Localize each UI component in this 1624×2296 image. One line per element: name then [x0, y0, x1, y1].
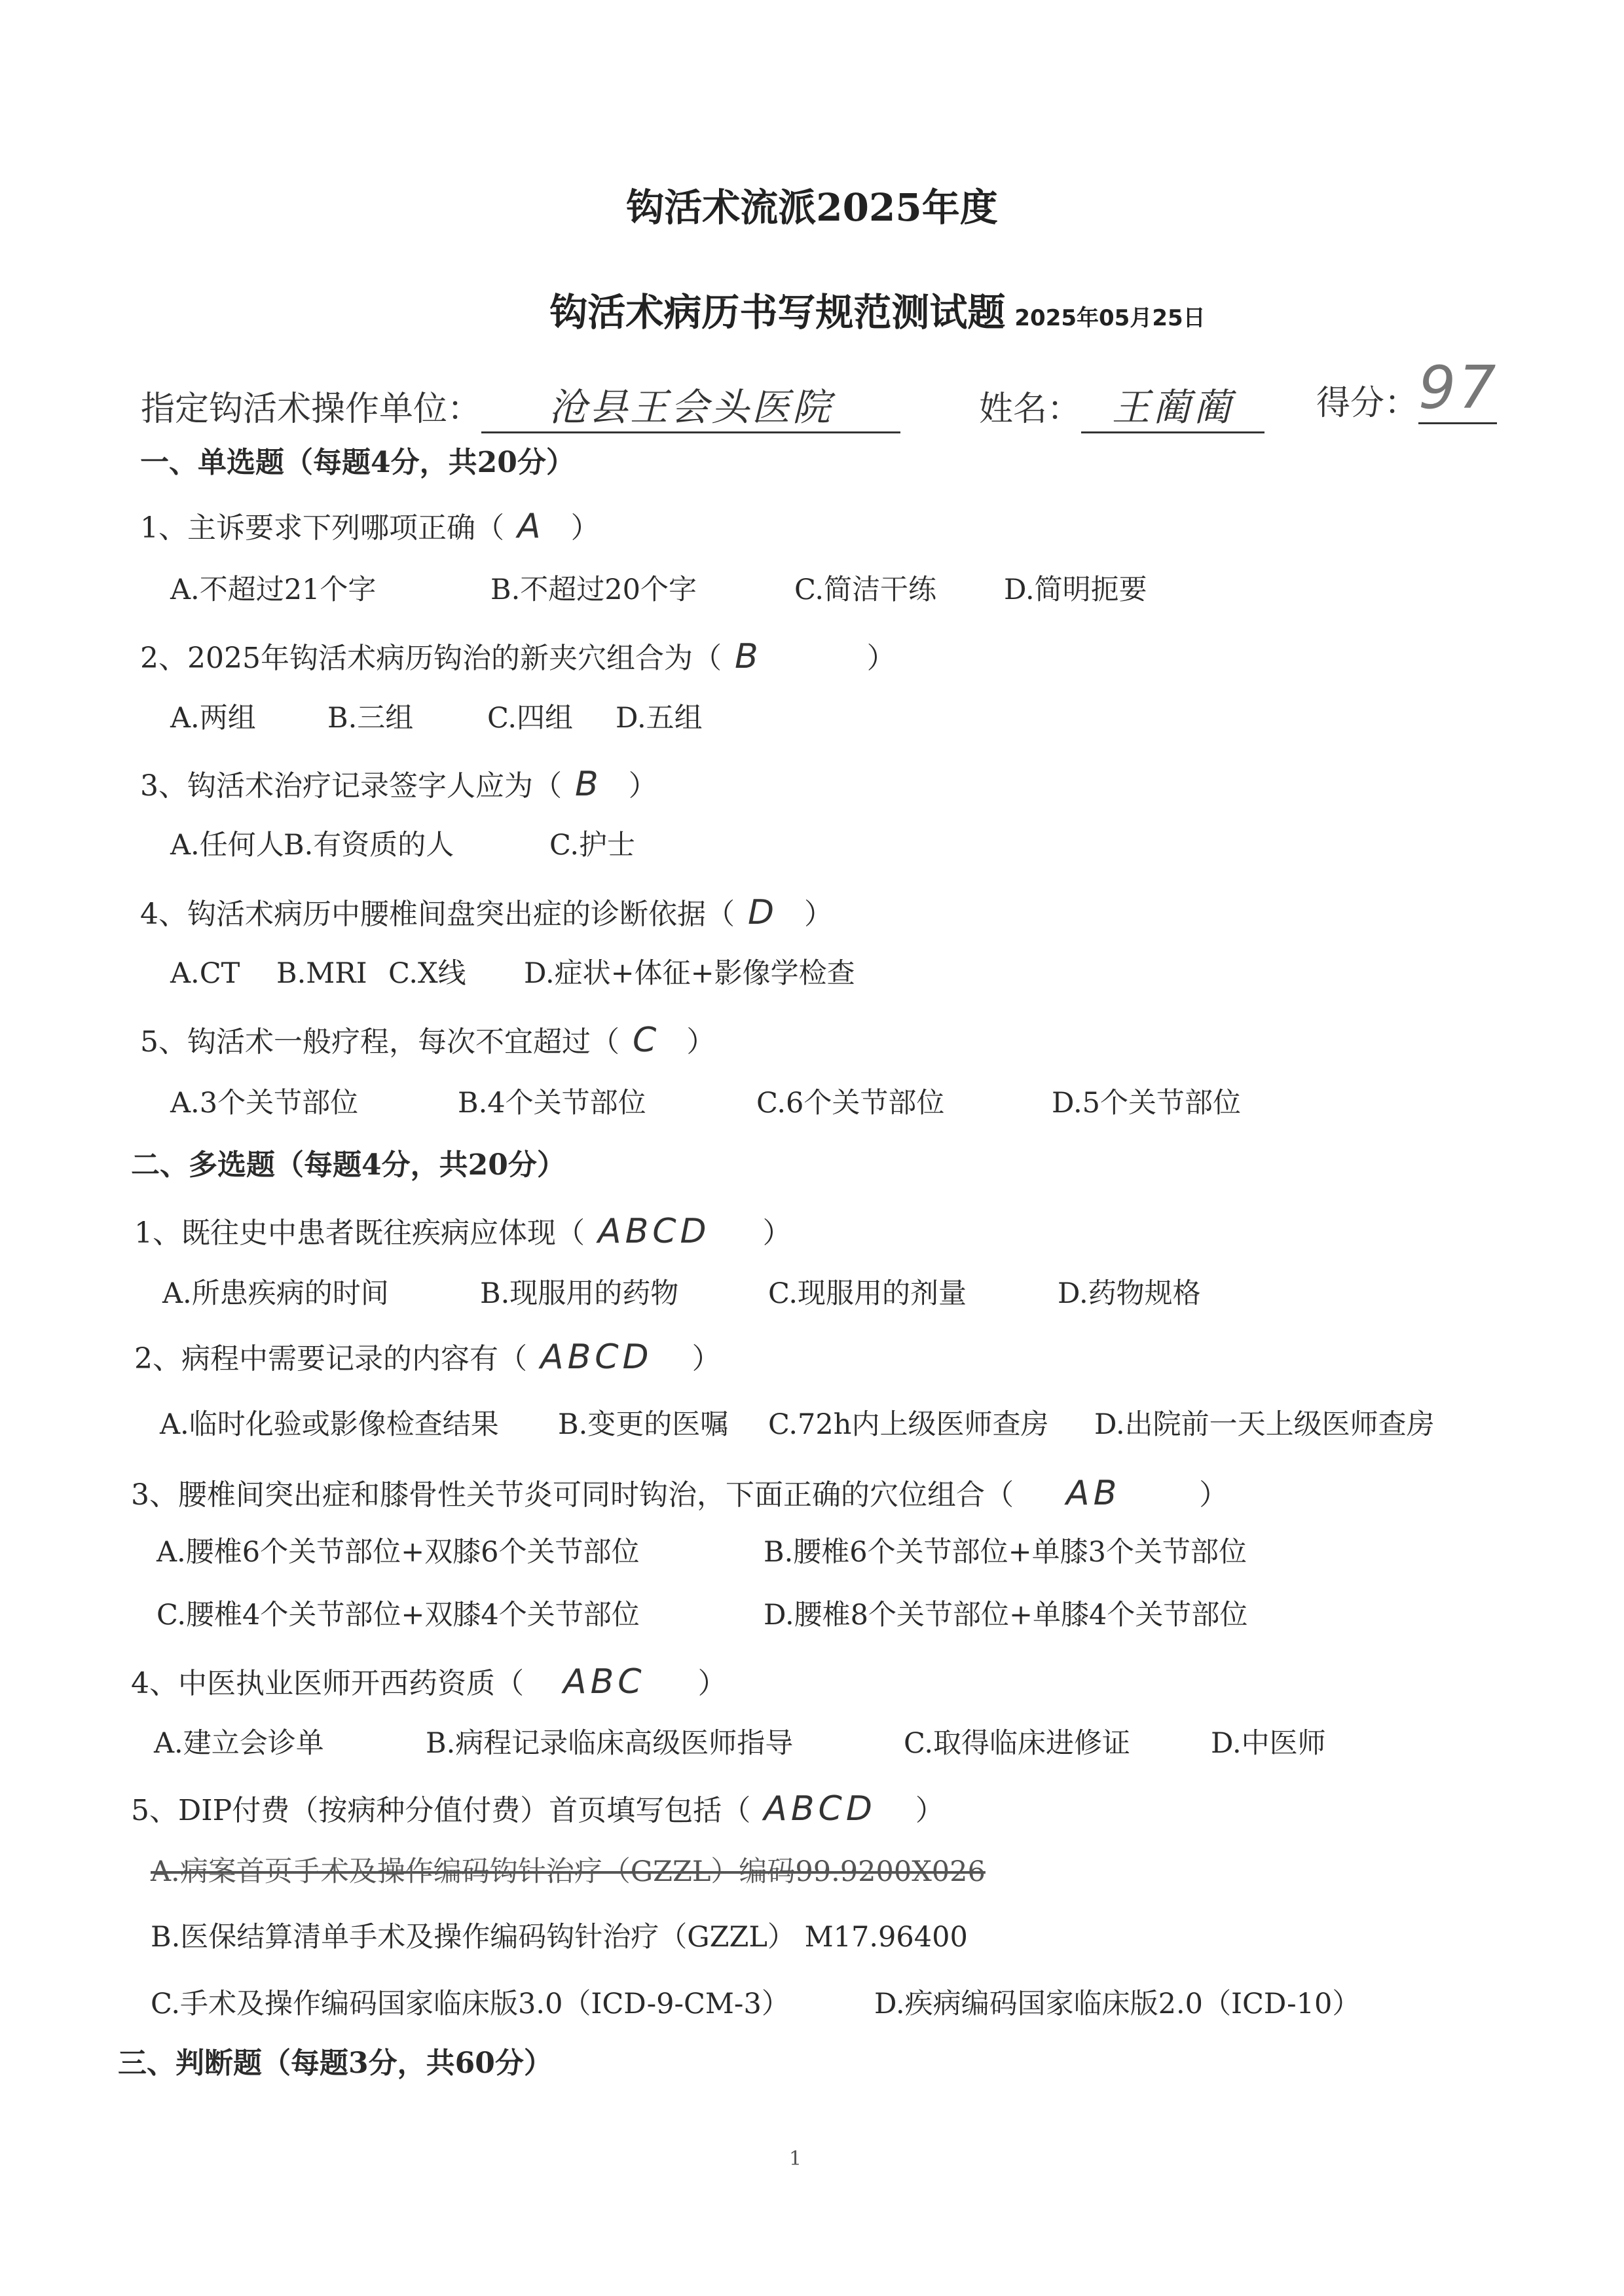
question-text: 5、DIP付费（按病种分值付费）首页填写包括（: [131, 1794, 751, 1827]
option: B.不超过20个字: [490, 574, 697, 606]
question-text: 4、钩活术病历中腰椎间盘突出症的诊断依据（: [140, 898, 735, 931]
question-text: 3、钩活术治疗记录签字人应为（: [140, 769, 562, 803]
option: B.4个关节部位: [458, 1087, 646, 1120]
paren: ）: [804, 898, 834, 931]
question-text: 2、2025年钩活术病历钩治的新夹穴组合为（: [140, 642, 722, 675]
option: A.任何人: [170, 829, 284, 862]
option: C.护士: [549, 829, 636, 862]
question-text: 2、病程中需要记录的内容有（: [134, 1342, 527, 1376]
handwritten-answer: ABCD: [764, 1789, 876, 1829]
handwritten-answer: C: [633, 1021, 661, 1060]
question: [140, 507, 600, 546]
page-number: 1: [789, 2147, 802, 2170]
handwritten-answer: D: [748, 893, 779, 932]
exam-title: 钩活术病历书写规范测试题: [549, 290, 1006, 335]
name-value: 王蔺蔺: [1081, 376, 1264, 433]
paren: ）: [915, 1794, 944, 1827]
handwritten-answer: A: [517, 507, 545, 546]
paren: ）: [866, 642, 896, 675]
paren: ）: [762, 1216, 792, 1250]
option: B.现服用的药物: [480, 1277, 679, 1310]
name-label: 姓名：: [979, 390, 1082, 429]
name-field: [979, 376, 1264, 433]
question: [131, 1662, 727, 1702]
question: [140, 765, 657, 804]
section2-heading: 二、多选题（每题4分，共20分）: [131, 1148, 566, 1182]
question: [131, 1474, 1228, 1513]
question: [134, 1338, 721, 1377]
score-field: [1316, 354, 1497, 424]
exam-title-line1: 钩活术流派2025年度: [626, 185, 998, 230]
option: B.变更的医嘱: [558, 1408, 729, 1441]
option: D.腰椎8个关节部位+单膝4个关节部位: [764, 1599, 1248, 1631]
handwritten-answer: AB: [1066, 1474, 1121, 1513]
handwritten-answer: ABCD: [540, 1338, 653, 1377]
option: C.6个关节部位: [756, 1087, 945, 1120]
unit-field: [141, 376, 900, 433]
question: [131, 1789, 944, 1829]
question-text: 4、中医执业医师开西药资质（: [131, 1667, 524, 1700]
handwritten-answer: ABC: [563, 1662, 646, 1702]
option: C.取得临床进修证: [904, 1727, 1131, 1760]
score-value: 97: [1418, 354, 1497, 424]
paren: ）: [1199, 1478, 1228, 1512]
section1-heading: 一、单选题（每题4分，共20分）: [140, 446, 575, 479]
option: C.四组: [487, 702, 574, 735]
option: A.所患疾病的时间: [162, 1277, 389, 1310]
option: A.CT: [170, 957, 240, 990]
option: B.腰椎6个关节部位+单膝3个关节部位: [764, 1536, 1247, 1569]
paren: ）: [686, 1025, 716, 1059]
option: A.临时化验或影像检查结果: [160, 1408, 499, 1441]
option: B.有资质的人: [284, 829, 454, 862]
question: [140, 1021, 716, 1060]
option: A.腰椎6个关节部位+双膝6个关节部位: [157, 1536, 640, 1569]
question-text: 1、主诉要求下列哪项正确（: [140, 511, 504, 545]
section3-heading: 三、判断题（每题3分，共60分）: [118, 2047, 553, 2080]
handwritten-answer: ABCD: [598, 1212, 710, 1251]
option: D.5个关节部位: [1052, 1087, 1241, 1120]
option: D.五组: [616, 702, 703, 735]
question: [140, 637, 896, 676]
option: C.现服用的剂量: [768, 1277, 967, 1310]
option: B.医保结算清单手术及操作编码钩针治疗（GZZL） M17.96400: [151, 1921, 968, 1954]
option: D.中医师: [1211, 1727, 1326, 1760]
option: D.简明扼要: [1004, 574, 1147, 606]
question-text: 5、钩活术一般疗程，每次不宜超过（: [140, 1025, 619, 1059]
unit-value: 沧县王会头医院: [481, 376, 900, 433]
question-text: 3、腰椎间突出症和膝骨性关节炎可同时钩治，下面正确的穴位组合（: [131, 1478, 1014, 1512]
option: A.两组: [170, 702, 256, 735]
option: B.病程记录临床高级医师指导: [426, 1727, 794, 1760]
exam-date: 2025年05月25日: [1014, 305, 1206, 331]
exam-title-line2: [0, 282, 1624, 337]
score-label: 得分：: [1316, 384, 1419, 423]
paren: ）: [570, 511, 600, 545]
handwritten-answer: B: [575, 765, 602, 804]
question-text: 1、既往史中患者既往疾病应体现（: [134, 1216, 585, 1250]
option: D.药物规格: [1058, 1277, 1201, 1310]
option: C.手术及操作编码国家临床版3.0（ICD-9-CM-3）: [151, 1988, 790, 2020]
paren: ）: [628, 769, 657, 803]
unit-label: 指定钩活术操作单位：: [141, 390, 482, 429]
paren: ）: [697, 1667, 727, 1700]
option: B.MRI: [276, 957, 367, 990]
question: [134, 1212, 792, 1251]
option: C.腰椎4个关节部位+双膝4个关节部位: [157, 1599, 640, 1631]
question: [140, 893, 834, 932]
option: D.疾病编码国家临床版2.0（ICD-10）: [874, 1988, 1361, 2020]
option: C.简洁干练: [794, 574, 937, 606]
option: A.3个关节部位: [170, 1087, 359, 1120]
option: D.出院前一天上级医师查房: [1094, 1408, 1435, 1441]
option: A.病案首页手术及操作编码钩针治疗（GZZL）编码99.9200X026: [151, 1855, 986, 1888]
option: A.不超过21个字: [170, 574, 377, 606]
paren: ）: [692, 1342, 721, 1376]
option: B.三组: [327, 702, 414, 735]
handwritten-answer: B: [734, 637, 762, 676]
option: D.症状+体征+影像学检查: [524, 957, 855, 990]
option: C.72h内上级医师查房: [768, 1408, 1049, 1441]
option: A.建立会诊单: [154, 1727, 324, 1760]
option: C.X线: [388, 957, 466, 990]
